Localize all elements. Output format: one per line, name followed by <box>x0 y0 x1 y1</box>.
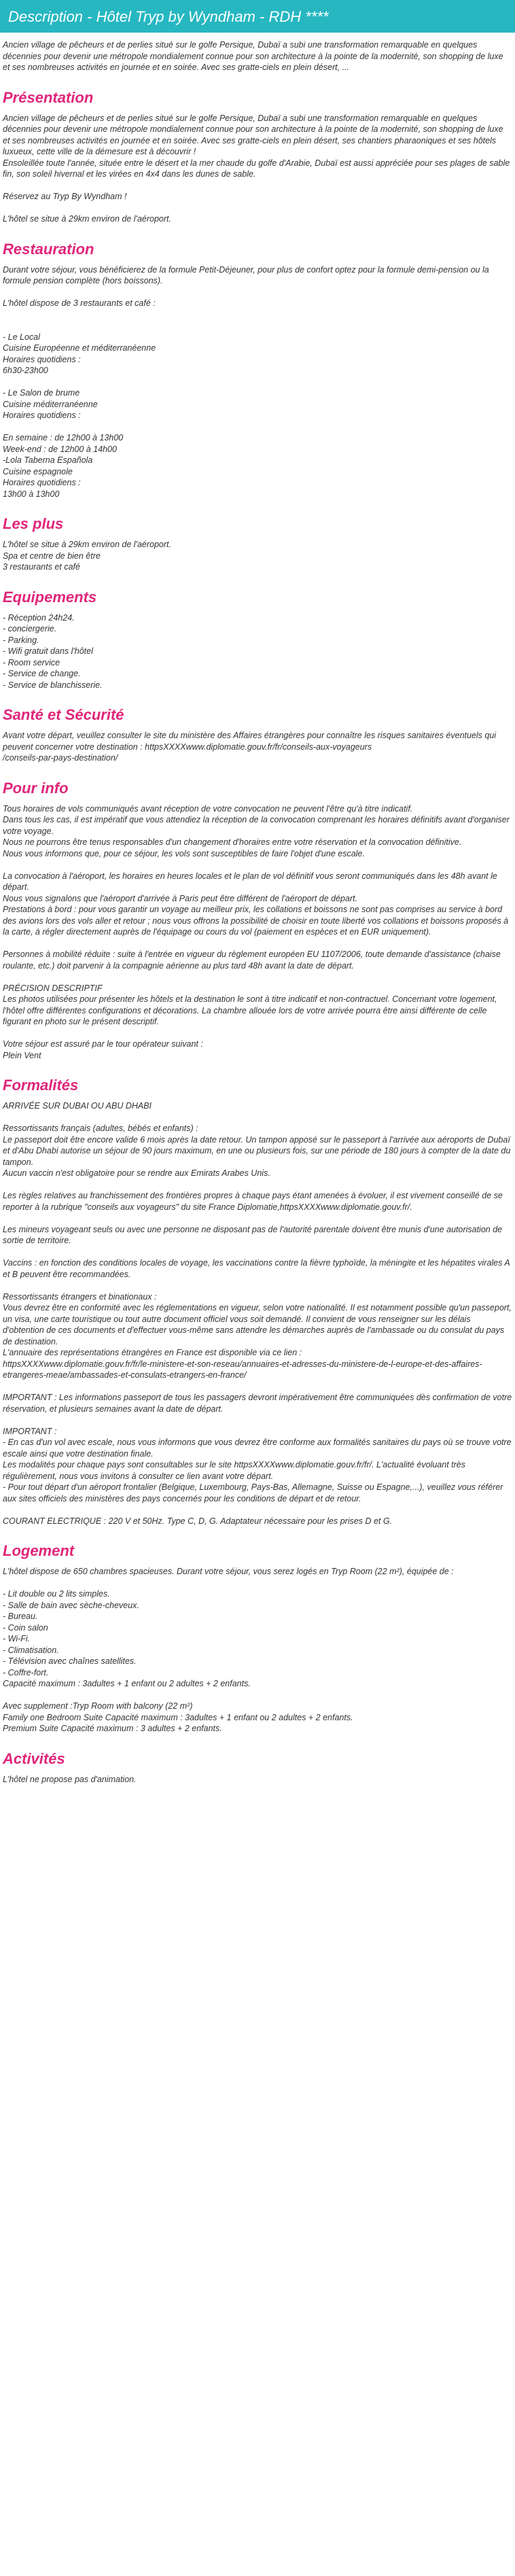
section-sante-securite <box>3 706 512 764</box>
section-body-formalites: ARRIVÉE SUR DUBAI OU ABU DHABI Ressortissants français (adultes, bébés et enfants) : Le passeport doit être encore valide 6 mois après la date retour. Un tampon apposé sur le passeport à l'arrivée aux aéroports de Dubaï et d'Abu Dhabi autorise un séjour de 90 jours maximum, en une ou plusieurs fois, sur une période de 180 jours à compter de la date du tampon. Aucun vaccin n'est obligatoire pour se rendre aux Emirats Arabes Unis. Les règles relatives au franchissement des frontières propres à chaque pays étant amenées à évoluer, il est vivement conseillé de se reporter à la rubrique "conseils aux voyageurs" du site France Diplomatie,httpsXXXXwww.diplomatie.gouv.fr/. Les mineurs voyageant seuls ou avec une personne ne disposant pas de l'autorité parentale doivent être munis d'une autorisation de sortie de territoire. Vaccins : en fonction des conditions locales de voyage, les vaccinations contre la fièvre typhoïde, la méningite et les hépatites virales A et B peuvent être recommandées. Ressortissants étrangers et binationaux : Vous devrez être en conformité avec les réglementations en vigueur, selon votre nationalité. Il est notamment possible qu'un passeport, un visa, une carte touristique ou tout autre document officiel vous soit demandé. Il convient de vous renseigner sur les délais d'obtention de ces documents et d'effectuer vous-même sans attendre les démarches auprès de l'ambassade ou du consulat du pays de destination. L'annuaire des représentations étrangères en France est disponible via ce lien : httpsXXXXwww.diplomatie.gouv.fr/fr/le-ministere-et-son-reseau/annuaires-et-adresses-du-ministere-de-l-europe-et-des-affaires-etrangeres-meae/ambassades-et-consulats-etrangers-en-france/ IMPORTANT : Les informations passeport de tous les passagers devront impérativement être communiquées dès confirmation de votre réservation, et plusieurs semaines avant la date de départ. IMPORTANT : - En cas d'un vol avec escale, nous vous informons que vous devrez être conforme aux formalités sanitaires du pays où se trouve votre escale ainsi que votre destination finale. Les modalités pour chaque pays sont consultables sur le site httpsXXXXwww.diplomatie.gouv.fr/fr/. L'actualité évoluant très régulièrement, nous vous invitons à consulter ce lien avant votre départ. - Pour tout départ d'un aéroport frontalier (Belgique, Luxembourg, Pays-Bas, Allemagne, Suisse ou Espagne,...), veuillez vous référer aux sites officiels des ministères des pays concernés pour les conditions de départ et de retour. COURANT ELECTRIQUE : 220 V et 50Hz. Type C, D, G. Adaptateur nécessaire pour les prises D et G. <box>3 1101 512 1526</box>
section-title-activites: Activités <box>3 1750 65 1767</box>
section-equipements <box>3 588 512 691</box>
section-les-plus <box>3 515 512 573</box>
section-body-equipements: - Réception 24h24. - conciergerie. - Parking. - Wifi gratuit dans l'hôtel - Room service - Service de change. - Service de blanchisserie. <box>3 612 103 690</box>
section-title-pour-info: Pour info <box>3 779 69 797</box>
section-logement <box>3 1542 512 1735</box>
intro-text: Ancien village de pêcheurs et de perlies situé sur le golfe Persique, Dubaï a subi une transformation remarquable en quelques décennies pour devenir une métropole mondialement connue pour son architecture à la pointe de la modernité, son shopping de luxe et ses nombreuses activités en journée et en soirée. Avec ses gratte-ciels en plein désert, ... <box>3 40 503 72</box>
section-body-presentation: Ancien village de pêcheurs et de perlies situé sur le golfe Persique, Dubaï a subi une transformation remarquable en quelques décennies pour devenir une métropole mondialement connue pour son architecture à la pointe de la modernité, son shopping de luxe et ses nombreuses activités en journée et en soirée. Avec ses gratte-ciels en plein désert, ses chantiers pharaoniques et ses hôtels luxueux, cette ville de la démesure est à découvrir ! Ensoleillée toute l'année, située entre le désert et la mer chaude du golfe d'Arabie, Dubaï est aussi appréciée pour ses plages de sable fin, son soleil hivernal et les virées en 4x4 dans les dunes de sable. Réservez au Tryp By Wyndham ! L'hôtel se situe à 29km environ de l'aéroport. <box>3 113 510 224</box>
section-title-sante-securite: Santé et Sécurité <box>3 706 124 723</box>
section-body-sante-securite: Avant votre départ, veuillez consulter le site du ministère des Affaires étrangères pour connaître les risques sanitaires éventuels qui peuvent concerner votre destination : httpsXXXXwww.diplomatie.gouv.fr/fr/conseils-aux-voyageurs /conseils-par-pays-destination/ <box>3 731 497 763</box>
content <box>0 39 515 1785</box>
page-title-banner: Description - Hôtel Tryp by Wyndham - RDH **** <box>0 0 515 33</box>
section-title-logement: Logement <box>3 1542 75 1559</box>
section-title-restauration: Restauration <box>3 240 94 258</box>
section-body-activites: L'hôtel ne propose pas d'animation. <box>3 1774 137 1784</box>
section-activites <box>3 1750 512 1786</box>
section-title-equipements: Equipements <box>3 588 97 606</box>
section-body-restauration: Durant votre séjour, vous bénéficierez de la formule Petit-Déjeuner, pour plus de confort optez pour la formule demi-pension ou la formule pension complète (hors boissons). L'hôtel dispose de 3 restaurants et café : - Le Local Cuisine Européenne et méditerranéenne Horaires quotidiens : 6h30-23h00 - Le Salon de brume Cuisine méditerranéenne Horaires quotidiens : En semaine : de 12h00 à 13h00 Week-end : de 12h00 à 14h00 -Lola Taberna Española Cuisine espagnole Horaires quotidiens : 13h00 à 13h00 <box>3 264 489 499</box>
section-title-presentation: Présentation <box>3 88 94 106</box>
section-formalites <box>3 1076 512 1527</box>
section-body-les-plus: L'hôtel se situe à 29km environ de l'aéroport. Spa et centre de bien être 3 restaurants et café <box>3 540 171 572</box>
section-title-les-plus: Les plus <box>3 515 64 532</box>
section-title-formalites: Formalités <box>3 1077 79 1094</box>
section-presentation <box>3 88 512 225</box>
section-body-pour-info: Tous horaires de vols communiqués avant réception de votre convocation ne peuvent l'être qu'à titre indicatif. Dans tous les cas, il est impératif que vous attendiez la réception de la convocation comprenant les horaires définitifs avant d'organiser votre voyage. Nous ne pourrons être tenus responsables d'un changement d'horaires entre votre réservation et la convocation définitive. Nous vous informons que, pour ce séjour, les vols sont susceptibles de faire l'objet d'une escale. La convocation à l'aéroport, les horaires en heures locales et le plan de vol définitif vous seront communiqués dans les 48h avant le départ. Nous vous signalons que l'aéroport d'arrivée à Paris peut être différent de l'aéroport de départ. Prestations à bord : pour vous garantir un voyage au meilleur prix, les collations et boissons ne sont pas comprises au service à bord des avions lors des vols aller et retour ; nous vous offrons la possibilité de choisir en toute liberté vos collations et boissons proposés à la carte, à régler directement auprès de l'équipage ou cours du vol (paiement en espèces et en EUR uniquement). Personnes à mobilité réduite : suite à l'entrée en vigueur du règlement européen EU 1107/2006, toute demande d'assistance (chaise roulante, etc.) doit parvenir à la compagnie aérienne au plus tard 48h avant la date de départ. PRÉCISION DESCRIPTIF Les photos utilisées pour présenter les hôtels et la destination le sont à titre indicatif et non-contractuel. Concernant votre logement, l'hôtel offre différentes configurations et décorations. La chambre allouée lors de votre arrivée pourra être ainsi différente de celle figurant en photo sur le présent descriptif. Votre séjour est assuré par le tour opérateur suivant : Plein Vent <box>3 803 510 1060</box>
section-body-logement: L'hôtel dispose de 650 chambres spacieuses. Durant votre séjour, vous serez logés en Tryp Room (22 m²), équipée de : - Lit double ou 2 lits simples. - Salle de bain avec sèche-cheveux. - Bureau. - Coin salon - Wi-Fi. - Climatisation. - Télévision avec chaînes satellites. - Coffre-fort. Capacité maximum : 3adultes + 1 enfant ou 2 adultes + 2 enfants. Avec supplement :Tryp Room with balcony (22 m²) Family one Bedroom Suite Capacité maximum : 3adultes + 1 enfant ou 2 adultes + 2 enfants. Premium Suite Capacité maximum : 3 adultes + 2 enfants. <box>3 1567 454 1733</box>
section-pour-info <box>3 779 512 1062</box>
section-restauration <box>3 240 512 500</box>
